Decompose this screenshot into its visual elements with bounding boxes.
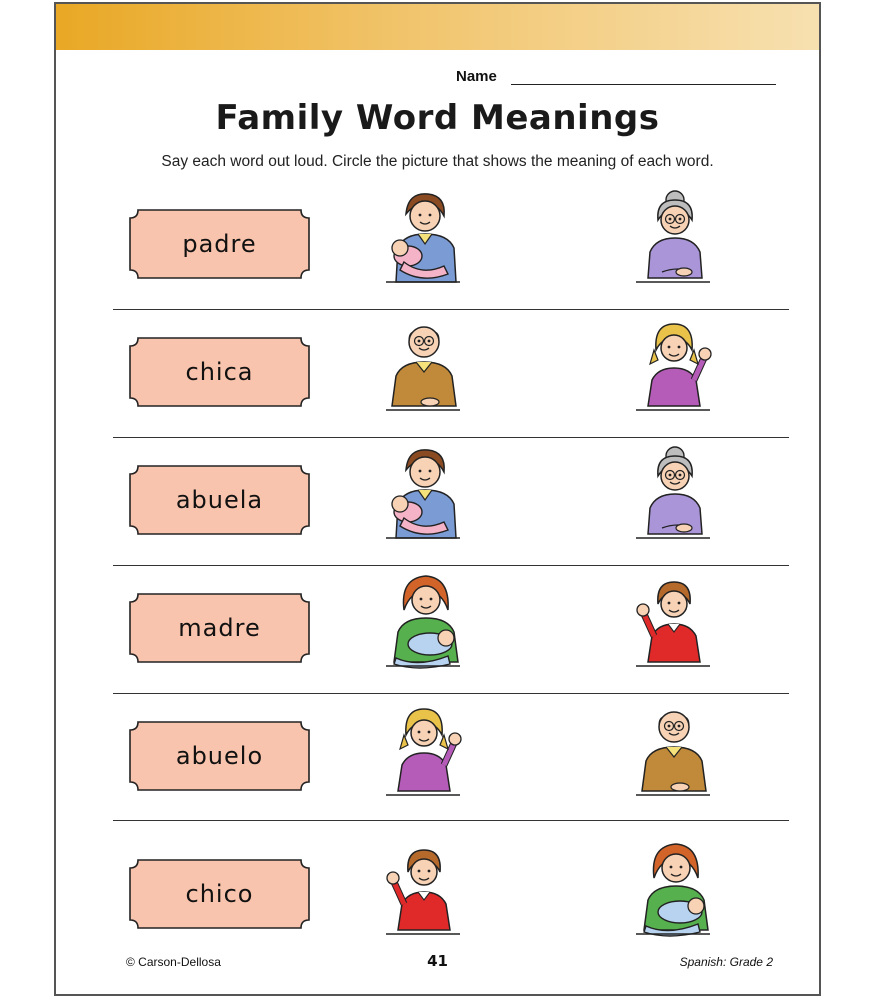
word-box [128, 720, 311, 792]
worksheet-page [54, 2, 821, 996]
word-box [128, 208, 311, 280]
word-row [113, 438, 789, 566]
book-title: Spanish: Grade 2 [679, 955, 773, 969]
word-row [113, 566, 789, 694]
grandfather-picture[interactable] [628, 699, 718, 799]
spanish-word: chico [185, 880, 254, 908]
spanish-word: chica [185, 358, 254, 386]
spanish-word: madre [178, 614, 261, 642]
girl-waving-picture[interactable] [628, 314, 718, 414]
word-row [113, 820, 789, 948]
word-box [128, 464, 311, 536]
word-row [113, 693, 789, 821]
word-box [128, 858, 311, 930]
name-input-line[interactable] [511, 84, 776, 85]
grandmother-picture[interactable] [628, 186, 718, 286]
boy-waving-picture[interactable] [628, 570, 718, 670]
word-row [113, 310, 789, 438]
mother-with-baby-picture[interactable] [378, 570, 468, 670]
word-row [113, 182, 789, 310]
grandfather-picture[interactable] [378, 314, 468, 414]
girl-waving-picture[interactable] [378, 699, 468, 799]
copyright: © Carson-Dellosa [126, 955, 221, 969]
father-with-baby-picture[interactable] [378, 186, 468, 286]
page-title: Family Word Meanings [215, 98, 660, 138]
spanish-word: abuelo [175, 742, 264, 770]
word-box [128, 592, 311, 664]
spanish-word: abuela [175, 486, 264, 514]
name-label: Name [456, 68, 497, 85]
boy-waving-picture[interactable] [378, 838, 468, 938]
instructions: Say each word out loud. Circle the picture that shows the meaning of each word. [161, 153, 714, 170]
header-banner [56, 4, 819, 50]
spanish-word: padre [182, 230, 257, 258]
page-number: 41 [427, 952, 448, 970]
word-box [128, 336, 311, 408]
father-with-baby-picture[interactable] [378, 442, 468, 542]
grandmother-picture[interactable] [628, 442, 718, 542]
mother-with-baby-picture[interactable] [628, 838, 718, 938]
